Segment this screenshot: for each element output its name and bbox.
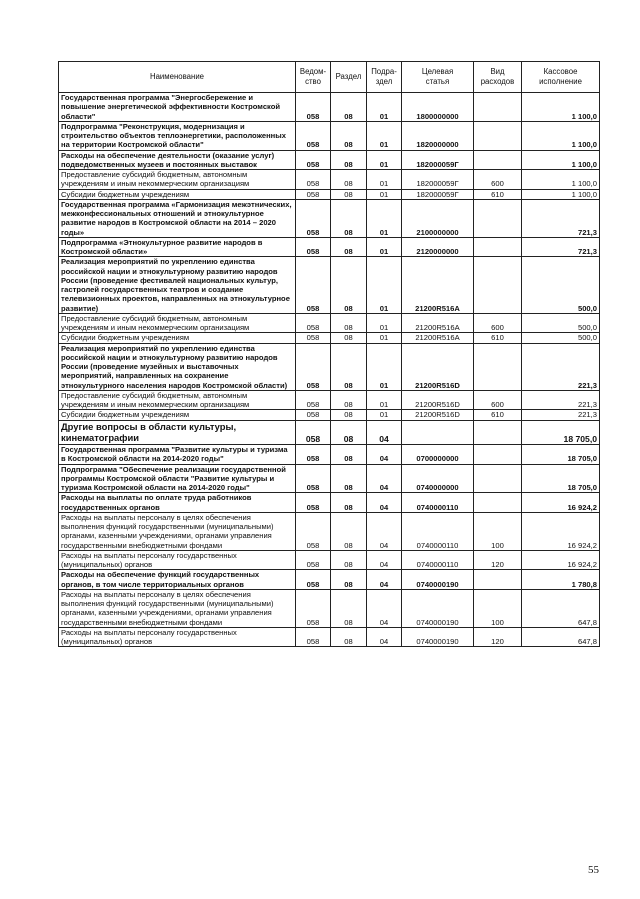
row-name: Подпрограмма "Обеспечение реализации государственной программы Костромской области "Развитие культуры и туризма Костромской области на 2014-2020 годы" (59, 464, 296, 493)
table-row (59, 493, 600, 513)
table-row (59, 410, 600, 420)
row-target-article: 2120000000 (402, 237, 474, 257)
row-amount: 500,0 (522, 333, 600, 343)
table-row (59, 589, 600, 627)
row-vedomstvo: 058 (296, 150, 331, 170)
row-name: Расходы на выплаты персоналу в целях обеспечения выполнения функций государственными (муниципальными) органами, казенными учреждениями, органами управления государственными внебюджетными фондами (59, 589, 296, 627)
row-expense-type (474, 445, 522, 465)
row-razdel: 08 (331, 420, 367, 445)
row-name: Подпрограмма «Этнокультурное развитие народов в Костромской области» (59, 237, 296, 257)
row-vedomstvo: 058 (296, 420, 331, 445)
row-razdel: 08 (331, 445, 367, 465)
row-expense-type (474, 150, 522, 170)
table-row (59, 445, 600, 465)
row-razdel: 08 (331, 343, 367, 390)
row-podrazdel: 01 (367, 121, 402, 150)
row-podrazdel: 04 (367, 420, 402, 445)
table-row (59, 170, 600, 190)
row-vedomstvo: 058 (296, 390, 331, 410)
row-vedomstvo: 058 (296, 550, 331, 570)
row-expense-type (474, 257, 522, 314)
row-target-article: 182000059Г (402, 189, 474, 199)
budget-table (58, 61, 600, 647)
row-target-article: 0740000190 (402, 570, 474, 590)
row-vedomstvo: 058 (296, 589, 331, 627)
row-target-article: 0740000190 (402, 589, 474, 627)
row-razdel: 08 (331, 390, 367, 410)
row-target-article: 0740000110 (402, 550, 474, 570)
row-amount: 500,0 (522, 313, 600, 333)
row-expense-type: 610 (474, 410, 522, 420)
row-vedomstvo: 058 (296, 464, 331, 493)
table-header-row (59, 62, 600, 93)
row-razdel: 08 (331, 121, 367, 150)
row-target-article (402, 420, 474, 445)
row-podrazdel: 04 (367, 512, 402, 550)
row-expense-type: 610 (474, 333, 522, 343)
row-expense-type (474, 493, 522, 513)
row-razdel: 08 (331, 627, 367, 647)
row-amount: 221,3 (522, 410, 600, 420)
row-amount: 221,3 (522, 390, 600, 410)
row-podrazdel: 01 (367, 390, 402, 410)
header-vedomstvo: Ведом- ство (296, 62, 331, 93)
row-podrazdel: 01 (367, 93, 402, 122)
table-row (59, 121, 600, 150)
row-amount: 1 100,0 (522, 150, 600, 170)
row-razdel: 08 (331, 150, 367, 170)
row-name: Субсидии бюджетным учреждениям (59, 333, 296, 343)
row-amount: 18 705,0 (522, 464, 600, 493)
row-razdel: 08 (331, 512, 367, 550)
table-row (59, 237, 600, 257)
row-name: Предоставление субсидий бюджетным, автономным учреждениям и иным некоммерческим организациям (59, 390, 296, 410)
row-target-article: 21200R516D (402, 390, 474, 410)
header-name: Наименование (59, 62, 296, 93)
row-vedomstvo: 058 (296, 121, 331, 150)
table-row (59, 343, 600, 390)
row-podrazdel: 01 (367, 313, 402, 333)
row-target-article: 0740000190 (402, 627, 474, 647)
row-target-article: 0740000000 (402, 464, 474, 493)
row-name: Расходы на выплаты по оплате труда работников государственных органов (59, 493, 296, 513)
row-expense-type (474, 199, 522, 237)
row-name: Реализация мероприятий по укреплению единства российской нации и этнокультурному развитию народов России (проведение музейных и выставочных мероприятий, направленных на сохранение этнокультурного населения народов Костромской области) (59, 343, 296, 390)
row-expense-type: 610 (474, 189, 522, 199)
row-name: Подпрограмма "Реконструкция, модернизация и строительство объектов теплоэнергетики, расположенных на территории Костромской области" (59, 121, 296, 150)
row-vedomstvo: 058 (296, 313, 331, 333)
row-name: Государственная программа "Энергосбережение и повышение энергетической эффективности Костромской области" (59, 93, 296, 122)
row-target-article: 182000059Г (402, 170, 474, 190)
row-razdel: 08 (331, 550, 367, 570)
row-vedomstvo: 058 (296, 199, 331, 237)
header-podrazdel: Подра- здел (367, 62, 402, 93)
row-expense-type (474, 93, 522, 122)
row-podrazdel: 04 (367, 570, 402, 590)
row-name: Расходы на обеспечение функций государственных органов, в том числе территориальных органов (59, 570, 296, 590)
row-amount: 18 705,0 (522, 445, 600, 465)
row-vedomstvo: 058 (296, 257, 331, 314)
row-razdel: 08 (331, 237, 367, 257)
budget-table-container (58, 61, 599, 647)
table-row (59, 550, 600, 570)
row-amount: 16 924,2 (522, 512, 600, 550)
row-target-article: 2100000000 (402, 199, 474, 237)
row-amount: 1 100,0 (522, 121, 600, 150)
row-target-article: 21200R516A (402, 333, 474, 343)
header-cash-execution: Кассовое исполнение (522, 62, 600, 93)
header-razdel: Раздел (331, 62, 367, 93)
row-vedomstvo: 058 (296, 170, 331, 190)
row-name: Реализация мероприятий по укреплению единства российской нации и этнокультурному развитию народов России (проведение фестивалей национальных культур, гастролей государственных театров и создание телевизионных проектов, направленных на этнокультурное развитие) (59, 257, 296, 314)
page-number: 55 (588, 864, 599, 876)
header-expense-type: Вид расходов (474, 62, 522, 93)
row-name: Предоставление субсидий бюджетным, автономным учреждениям и иным некоммерческим организациям (59, 313, 296, 333)
row-name: Другие вопросы в области культуры, кинематографии (59, 420, 296, 445)
row-vedomstvo: 058 (296, 343, 331, 390)
table-row (59, 333, 600, 343)
row-name: Расходы на выплаты персоналу государственных (муниципальных) органов (59, 627, 296, 647)
table-row (59, 93, 600, 122)
row-vedomstvo: 058 (296, 570, 331, 590)
row-vedomstvo: 058 (296, 189, 331, 199)
row-expense-type: 100 (474, 589, 522, 627)
table-row (59, 512, 600, 550)
row-amount: 16 924,2 (522, 493, 600, 513)
row-target-article: 0700000000 (402, 445, 474, 465)
row-podrazdel: 01 (367, 150, 402, 170)
row-amount: 221,3 (522, 343, 600, 390)
row-expense-type: 100 (474, 512, 522, 550)
row-podrazdel: 01 (367, 410, 402, 420)
row-expense-type: 120 (474, 550, 522, 570)
row-razdel: 08 (331, 589, 367, 627)
row-podrazdel: 01 (367, 343, 402, 390)
row-target-article: 0740000110 (402, 512, 474, 550)
row-podrazdel: 01 (367, 237, 402, 257)
row-expense-type (474, 420, 522, 445)
table-row (59, 390, 600, 410)
row-vedomstvo: 058 (296, 410, 331, 420)
row-podrazdel: 04 (367, 493, 402, 513)
header-target-article: Целевая статья (402, 62, 474, 93)
row-podrazdel: 04 (367, 627, 402, 647)
row-expense-type (474, 570, 522, 590)
row-podrazdel: 01 (367, 189, 402, 199)
row-vedomstvo: 058 (296, 627, 331, 647)
row-amount: 16 924,2 (522, 550, 600, 570)
row-razdel: 08 (331, 93, 367, 122)
row-target-article: 21200R516D (402, 343, 474, 390)
row-podrazdel: 04 (367, 445, 402, 465)
row-expense-type: 120 (474, 627, 522, 647)
row-podrazdel: 01 (367, 199, 402, 237)
row-target-article: 21200R516D (402, 410, 474, 420)
row-razdel: 08 (331, 257, 367, 314)
row-vedomstvo: 058 (296, 445, 331, 465)
row-expense-type: 600 (474, 170, 522, 190)
row-name: Субсидии бюджетным учреждениям (59, 189, 296, 199)
row-amount: 1 100,0 (522, 93, 600, 122)
row-target-article: 1820000000 (402, 121, 474, 150)
row-expense-type: 600 (474, 313, 522, 333)
table-row (59, 313, 600, 333)
row-razdel: 08 (331, 189, 367, 199)
row-podrazdel: 04 (367, 464, 402, 493)
table-row (59, 199, 600, 237)
row-amount: 721,3 (522, 199, 600, 237)
row-name: Предоставление субсидий бюджетным, автономным учреждениям и иным некоммерческим организациям (59, 170, 296, 190)
row-razdel: 08 (331, 333, 367, 343)
row-amount: 1 100,0 (522, 189, 600, 199)
row-amount: 647,8 (522, 589, 600, 627)
row-expense-type (474, 237, 522, 257)
table-row (59, 570, 600, 590)
row-target-article: 21200R516A (402, 257, 474, 314)
row-amount: 18 705,0 (522, 420, 600, 445)
row-expense-type: 600 (474, 390, 522, 410)
row-vedomstvo: 058 (296, 493, 331, 513)
row-name: Государственная программа «Гармонизация межэтнических, межконфессиональных отношений и этнокультурное развитие народов в Костромской области на 2014 – 2020 годы» (59, 199, 296, 237)
row-name: Расходы на обеспечение деятельности (оказание услуг) подведомственных музеев и постоянных выставок (59, 150, 296, 170)
row-podrazdel: 01 (367, 170, 402, 190)
table-row (59, 464, 600, 493)
row-razdel: 08 (331, 464, 367, 493)
table-row (59, 189, 600, 199)
row-amount: 647,8 (522, 627, 600, 647)
row-podrazdel: 04 (367, 589, 402, 627)
table-row (59, 420, 600, 445)
row-vedomstvo: 058 (296, 512, 331, 550)
row-razdel: 08 (331, 570, 367, 590)
row-expense-type (474, 121, 522, 150)
row-razdel: 08 (331, 199, 367, 237)
row-name: Государственная программа "Развитие культуры и туризма в Костромской области на 2014-2020 годы" (59, 445, 296, 465)
row-target-article: 0740000110 (402, 493, 474, 513)
row-razdel: 08 (331, 493, 367, 513)
table-row (59, 150, 600, 170)
row-razdel: 08 (331, 410, 367, 420)
row-name: Субсидии бюджетным учреждениям (59, 410, 296, 420)
row-expense-type (474, 464, 522, 493)
row-amount: 1 780,8 (522, 570, 600, 590)
row-podrazdel: 04 (367, 550, 402, 570)
row-podrazdel: 01 (367, 333, 402, 343)
row-name: Расходы на выплаты персоналу государственных (муниципальных) органов (59, 550, 296, 570)
table-row (59, 627, 600, 647)
row-amount: 500,0 (522, 257, 600, 314)
row-podrazdel: 01 (367, 257, 402, 314)
table-row (59, 257, 600, 314)
row-razdel: 08 (331, 313, 367, 333)
row-vedomstvo: 058 (296, 93, 331, 122)
row-vedomstvo: 058 (296, 333, 331, 343)
row-amount: 721,3 (522, 237, 600, 257)
row-vedomstvo: 058 (296, 237, 331, 257)
row-target-article: 1800000000 (402, 93, 474, 122)
row-target-article: 21200R516A (402, 313, 474, 333)
row-expense-type (474, 343, 522, 390)
row-name: Расходы на выплаты персоналу в целях обеспечения выполнения функций государственными (муниципальными) органами, казенными учреждениями, органами управления государственными внебюджетными фондами (59, 512, 296, 550)
row-razdel: 08 (331, 170, 367, 190)
row-amount: 1 100,0 (522, 170, 600, 190)
row-target-article: 182000059Г (402, 150, 474, 170)
